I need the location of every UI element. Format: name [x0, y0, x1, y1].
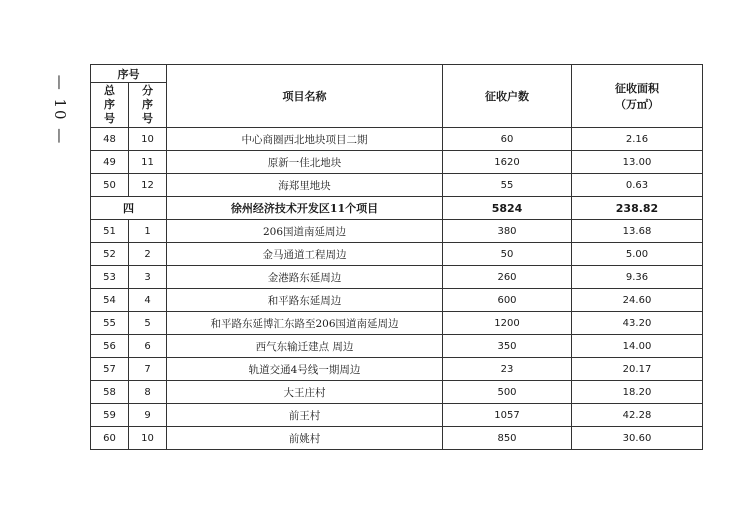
cell-sub-no: 7	[129, 358, 167, 381]
cell-sub-no: 11	[129, 151, 167, 174]
cell-total-no: 60	[91, 427, 129, 450]
cell-area: 13.00	[572, 151, 703, 174]
cell-households: 260	[443, 266, 572, 289]
table-row	[91, 427, 703, 450]
expropriation-table	[90, 64, 703, 450]
header-serial-group: 序号	[91, 65, 167, 83]
cell-area: 43.20	[572, 312, 703, 335]
table-row	[91, 381, 703, 404]
cell-households: 500	[443, 381, 572, 404]
table-row	[91, 243, 703, 266]
cell-households: 350	[443, 335, 572, 358]
cell-area: 2.16	[572, 128, 703, 151]
cell-total-no: 48	[91, 128, 129, 151]
cell-total-no: 54	[91, 289, 129, 312]
cell-project-name: 和平路东延博汇东路至206国道南延周边	[167, 312, 443, 335]
cell-project-name: 海郑里地块	[167, 174, 443, 197]
header-total-no-label: 总序号	[104, 84, 115, 125]
section-name: 徐州经济技术开发区11个项目	[167, 197, 443, 220]
header-project-name: 项目名称	[167, 65, 443, 128]
cell-area: 5.00	[572, 243, 703, 266]
cell-households: 850	[443, 427, 572, 450]
cell-households: 1057	[443, 404, 572, 427]
table-row	[91, 174, 703, 197]
cell-area: 30.60	[572, 427, 703, 450]
header-area-label: 征收面积	[615, 82, 659, 95]
cell-sub-no: 3	[129, 266, 167, 289]
cell-households: 23	[443, 358, 572, 381]
section-label: 四	[91, 197, 167, 220]
cell-project-name: 中心商圈西北地块项目二期	[167, 128, 443, 151]
cell-total-no: 53	[91, 266, 129, 289]
cell-total-no: 58	[91, 381, 129, 404]
table-row	[91, 404, 703, 427]
cell-households: 1620	[443, 151, 572, 174]
cell-sub-no: 1	[129, 220, 167, 243]
table-row	[91, 220, 703, 243]
cell-sub-no: 10	[129, 128, 167, 151]
cell-total-no: 57	[91, 358, 129, 381]
cell-area: 14.00	[572, 335, 703, 358]
cell-project-name: 和平路东延周边	[167, 289, 443, 312]
table-row	[91, 289, 703, 312]
table-row	[91, 266, 703, 289]
cell-project-name: 前王村	[167, 404, 443, 427]
cell-area: 24.60	[572, 289, 703, 312]
cell-households: 60	[443, 128, 572, 151]
cell-project-name: 大王庄村	[167, 381, 443, 404]
cell-sub-no: 2	[129, 243, 167, 266]
section-households: 5824	[443, 197, 572, 220]
cell-households: 50	[443, 243, 572, 266]
cell-total-no: 50	[91, 174, 129, 197]
cell-total-no: 52	[91, 243, 129, 266]
table-row	[91, 128, 703, 151]
header-area-unit: （万㎡）	[615, 98, 659, 111]
cell-total-no: 49	[91, 151, 129, 174]
section-area: 238.82	[572, 197, 703, 220]
cell-sub-no: 5	[129, 312, 167, 335]
cell-sub-no: 9	[129, 404, 167, 427]
cell-area: 20.17	[572, 358, 703, 381]
cell-area: 13.68	[572, 220, 703, 243]
cell-sub-no: 10	[129, 427, 167, 450]
header-total-no	[91, 83, 129, 128]
header-sub-no-label: 分序号	[142, 84, 153, 125]
cell-total-no: 56	[91, 335, 129, 358]
table-row	[91, 312, 703, 335]
cell-sub-no: 12	[129, 174, 167, 197]
cell-project-name: 前姚村	[167, 427, 443, 450]
section-row	[91, 197, 703, 220]
header-sub-no	[129, 83, 167, 128]
table-row	[91, 335, 703, 358]
table-row	[91, 151, 703, 174]
cell-project-name: 轨道交通4号线一期周边	[167, 358, 443, 381]
cell-project-name: 206国道南延周边	[167, 220, 443, 243]
cell-project-name: 金港路东延周边	[167, 266, 443, 289]
cell-area: 9.36	[572, 266, 703, 289]
cell-project-name: 原新一佳北地块	[167, 151, 443, 174]
cell-sub-no: 4	[129, 289, 167, 312]
cell-households: 55	[443, 174, 572, 197]
cell-area: 0.63	[572, 174, 703, 197]
page-number: — 10 —	[51, 74, 69, 146]
cell-total-no: 59	[91, 404, 129, 427]
cell-total-no: 51	[91, 220, 129, 243]
cell-total-no: 55	[91, 312, 129, 335]
table-row	[91, 358, 703, 381]
cell-sub-no: 8	[129, 381, 167, 404]
header-area	[572, 65, 703, 128]
cell-households: 600	[443, 289, 572, 312]
cell-project-name: 金马通道工程周边	[167, 243, 443, 266]
cell-area: 18.20	[572, 381, 703, 404]
cell-households: 1200	[443, 312, 572, 335]
cell-sub-no: 6	[129, 335, 167, 358]
cell-area: 42.28	[572, 404, 703, 427]
cell-project-name: 西气东输迁建点 周边	[167, 335, 443, 358]
header-households: 征收户数	[443, 65, 572, 128]
cell-households: 380	[443, 220, 572, 243]
